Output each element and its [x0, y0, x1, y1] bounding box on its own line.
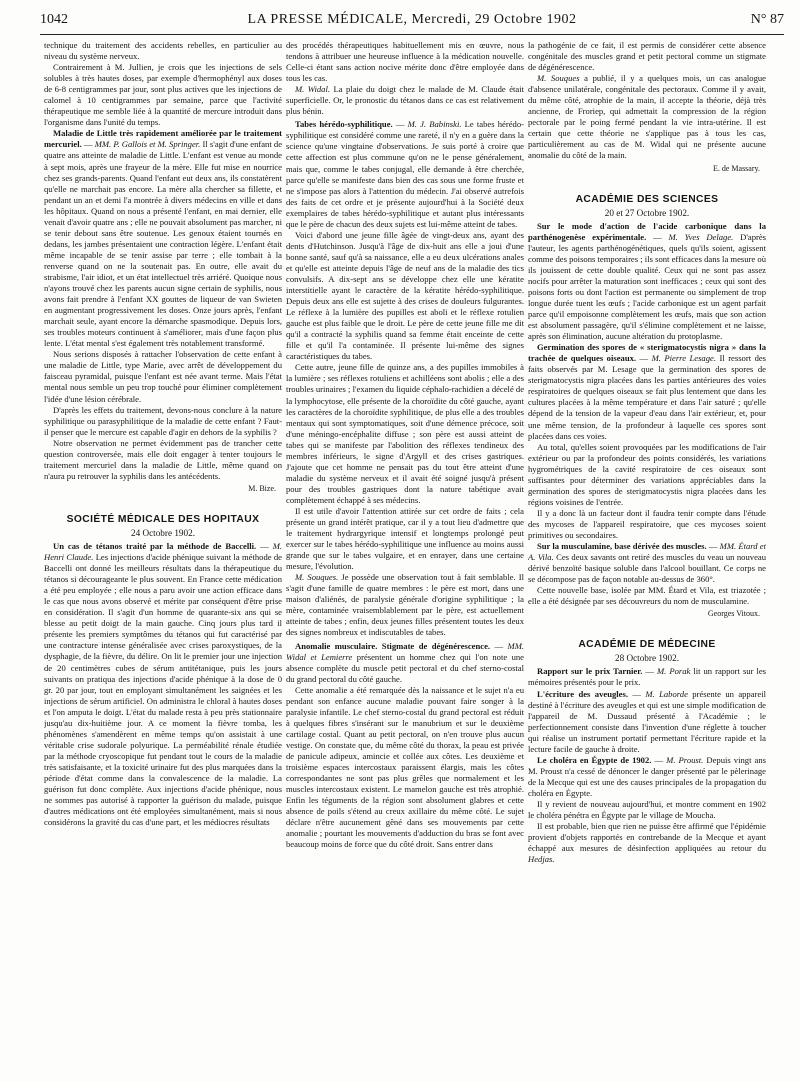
- paragraph: Il s'agit d'une enfant de quatre ans atteinte de maladie de Little. L'enfant est venue au monde à sept mois, après une frayeur de la mère. Elle fut mise en nourrice chez ses grands-parents. Quand l'enfant eut deux ans, ils constatèrent qu'elle ne marchait pas encore. La mère alla chercher sa fillette, et pendant un an et demi l'a montrée à divers médecins en ville et dans les hôpitaux. Quand on nous a présenté l'enfant, en mai dernier, elle venait d'avoir quatre ans ; elle ne pouvait absolument pas marcher, ni se tenir debout sans être soutenue. Les genoux étaient tournés en dedans, les jambes présentaient une contraction légère. L'enfant était même incapable de se tenir assise par terre ; elle tombait à la renverse quand on ne la soutenait pas. En outre, elle avait du strabisme, l'air idiot, et un état intellectuel très arriéré. Quoique nous n'ayons trouvé chez les parents aucun signe certain de syphilis, nous avons fait prendre à l'enfant XX gouttes de liqueur de van Swieten en augmentant progressivement les doses. Onze jours après, l'enfant marchait seule, ayant encore la démarche spasmodique. Depuis lors, ses troubles moteurs continuent à s'améliorer, mais d'une façon plus lente. L'état mental s'est également très notablement transformé.: [44, 139, 282, 349]
- article-carbonique: Sur le mode d'action de l'acide carbonique dans la parthénogenèse expérimentale. — M. Yves Delage. D'après l'auteur, les agents parthénogénétiques, quels qu'ils soient, agissent comme des poisons temporaires ; ils sont efficaces dans la mesure où ils jouissent de cette double qualité. Ceux qui ne sont pas assez nocifs pour arrêter la maturation sont inefficaces ; ceux qui sont des poisons forts ou dont l'action est permanente ou simplement de trop longue durée tuent les œufs ; l'acide carbonique est un agent parfait parce qu'il empoisonne complètement les œufs, mais que son action est absolument passagère, qu'il s'élimine complètement et ne laisse, après son élimination, aucune altération du protoplasme.: [528, 220, 766, 342]
- article-authors: M. Pierre Lesage.: [651, 353, 716, 364]
- article-tabes: Tabes hérédo-syphilitique. — M. J. Babinski. Le tabes hérédo-syphilitique est considéré comme une rareté, il n'y en a guère dans la science qu'une vingtaine d'observations. Je suis porté à croire que cette affection est plus commune qu'on ne le pense généralement, mais que, comme le tabes conjugal, elle demande à être cherchée, parce qu'elle se manifeste dans bien des cas sous une forme fruste et ne s'impose pas alors à l'attention du médecin. J'ai observé autrefois des faits de cet ordre et je présente aujourd'hui à la Société deux exemplaires de tabes hérédo-syphilitique et autant plus intéressants que le père de chacun des deux sujets est lui-même atteint de tabes.: [286, 119, 524, 229]
- article-ecriture: L'écriture des aveugles. — M. Laborde présente un appareil destiné à l'écriture des aveugles et qui est une simple modification de l'appareil de M. Dussaud présenté à l'Académie ; le perfectionnement consiste dans l'invention d'une réglette à toucher qui réalise un instrument portatif permettant l'écriture rapide et la lecture facile de gauche à droite.: [528, 688, 766, 754]
- header-rule: [40, 34, 784, 35]
- section-title-hopitaux: SOCIÉTÉ MÉDICALE DES HOPITAUX: [66, 513, 260, 525]
- article-musculamine: Sur la musculamine, base dérivée des muscles. — MM. Étard et A. Vila. Ces deux savants ont retiré des muscles du veau un nouveau dérivé benzoïté basique soluble dans l'alcool bouillant. Ce corps ne se décompose pas de façon notable au-dessus de 360°.: [528, 541, 766, 585]
- journal-title: LA PRESSE MÉDICALE, Mercredi, 29 Octobre 1902: [247, 12, 577, 27]
- paragraph: La plaie du doigt chez le malade de M. Claude était superficielle. Or, le pronostic du tétanos dans ce cas est relativement plus bénin.: [286, 84, 524, 117]
- paragraph: Voici d'abord une jeune fille âgée de vingt-deux ans, ayant des dents d'Hutchinson. Jusqu'à l'âge de dix-huit ans elle a joui d'une bonne santé, sauf qu'à sa naissance, elle a eu deux ulcérations anales et qu'elle est atteinte depuis l'âge de neuf ans de la maladie des tics convulsifs. A dix-sept ans se développe chez elle une kératite interstitielle ayant le caractère de la kératite hérédo-syphilitique. Depuis deux ans elle est sujette à des crises de douleurs fulgurantes. Le réflexe à la lumière des pupilles est aboli et le réflexe rotulien gauche est plus faible que le droit. Le père de cette jeune fille me dit qu'il a contracté la syphilis quand sa femme était enceinte de cette fille et qu'il l'a contaminée. Il présente lui-même des signes caractéristiques du tabes.: [286, 229, 524, 362]
- column-1: [44, 40, 282, 1072]
- section-date: 28 Octobre 1902.: [614, 653, 680, 664]
- article-authors: M. Henri Claude.: [44, 541, 282, 563]
- article-authors: M. Proust.: [666, 754, 704, 765]
- article-authors: M. Widal.: [295, 84, 330, 95]
- paragraph: la pathogénie de ce fait, il est permis de considérer cette absence congénitale des muscles grand et petit pectoral comme un stigmate de dégénérescence.: [528, 40, 766, 73]
- paragraph: Cette nouvelle base, isolée par MM. Étard et Vila, est triazotée ; elle a été désignée par ses découvreurs du nom de musculamine.: [528, 585, 766, 607]
- column-2: [286, 40, 524, 1072]
- page-number: 1042: [40, 12, 68, 27]
- article-title: Germination des spores de « sterigmatocystis nigra » dans la trachée de quelques oiseaux.: [528, 342, 766, 364]
- paragraph: Notre observation ne permet évidemment pas de trancher cette question controversée, mais elle doit engager à tenter toujours le traitement mercuriel dans la maladie de Little, même quand on n'aura pu retrouver la syphilis dans les antécédents.: [44, 437, 282, 481]
- article-title: L'écriture des aveugles.: [537, 688, 628, 699]
- section-date: 20 et 27 Octobre 1902.: [604, 207, 690, 218]
- article-authors: M. Yves Delage.: [668, 231, 734, 242]
- paragraph: Il ressort des faits observés par M. Lesage que la germination des spores de sterigmatocystis nigra placées dans les parties antérieures des voies respiratoires de quelques oiseaux se fait plus lentement que dans les cultures placées à la même température et dans l'air saturé ; qu'elle dépend de la tension de la vapeur d'eau dans l'air extérieur, et, pour une même tension, de la profondeur à laquelle ces spores sont placées dans ces voies.: [528, 353, 766, 441]
- paragraph: Il est probable, bien que rien ne puisse être affirmé que l'épidémie provient d'objets rapportés en contrebande de la Mecque et ayant échappé aux mesures de désinfection appliquées au retour du: [528, 821, 766, 854]
- comment-souques: [528, 73, 766, 161]
- article-authors: MM. Widal et Lemierre: [286, 640, 524, 662]
- article-authors: M. Souques: [537, 73, 580, 84]
- paragraph: Au total, qu'elles soient provoquées par les modifications de l'air extérieur ou par la profondeur des points considérés, les variations hygrométriques de la cavité respiratoire de ces oiseaux sont suffisantes pour déterminer des variations appréciables dans la germination des spores de sterigmatocystis nigra placées dans les régions voisines de l'entrée.: [528, 441, 766, 507]
- paragraph: Ces deux savants ont retiré des muscles du veau un nouveau dérivé benzoïté basique soluble dans l'alcool bouillant. Ce corps ne se décompose pas de façon notable au-dessus de 360°.: [528, 552, 766, 585]
- signature: M. Bize.: [248, 483, 276, 493]
- paragraph: Les injections d'acide phénique suivant la méthode de Baccelli ont donné les meilleurs résultats dans la thérapeutique du tétanos si décourageante le plus souvent. En France cette médication a été peu employée ; elle nous a paru avoir une action efficace dans le cas que nous avons observé et mérite par conséquent d'être prise en considération. Il s'agit d'un homme de quarante-six ans qui se blesse au petit doigt de la main gauche. Cinq jours plus tard il présente les premiers symptômes du tétanos qui fut caractérisé par une contracture intense généralisée avec crises paroxystiques, de la dysphagie, de la fièvre, du délire. On lit le premier jour une injection de 20 centimètres cubes de sérum antitétanique, puis les jours suivants on pratiqua des injections d'acide phénique à la dose de 0 gr. 20 par jour, tout en employant simultanément les saignées et les injections de sérum artificiel. On administra le chloral à hautes doses et l'on amputa le doigt. L'état du malade resta à peu près stationnaire jusqu'au dix-huitième jour. A ce moment la fièvre tomba, les phénomènes s'amendèrent en même temps qu'on assistait à une véritable crise sudorale polyurique. La perméabilité rénale étudiée par la méthode cryoscopique fut pendant tout le cours de la maladie très satisfaisante, et la toxicité urinaire fut des plus marquées dans la période d'état comme dans la convalescence de la maladie. La guérison fut donc complète. Aux injections d'acide phénique, nous ne sommes pas autorisé à rapporter la guérison du malade, puisque d'autres médications ont été employées simultanément, mais si nous considérons la gravité du cas d'une part, et les médiocres résultats: [44, 552, 282, 828]
- article-title: Maladie de Little très rapidement améliorée par le traitement mercuriel.: [44, 128, 282, 150]
- signature: Georges Vitoux.: [707, 609, 760, 619]
- article-authors: M. Porak: [657, 666, 691, 677]
- article-title: Un cas de tétanos traité par la méthode de Baccelli.: [53, 541, 257, 552]
- article-title: Tabes hérédo-syphilitique.: [295, 119, 393, 130]
- article-tarnier: Rapport sur le prix Tarnier. — M. Porak lit un rapport sur les mémoires présentés pour le prix.: [528, 666, 766, 688]
- article-title: Sur le mode d'action de l'acide carbonique dans la parthénogenèse expérimentale.: [528, 220, 766, 242]
- place-name: Hedjas.: [528, 854, 555, 865]
- paragraph: Depuis vingt ans M. Proust n'a cessé de dénoncer le danger présenté par le pèlerinage de la Mecque qui est une des causes principales de la propagation du choléra en Égypte.: [528, 754, 766, 798]
- comment-souques: [286, 572, 524, 638]
- paragraph: des procédés thérapeutiques habituellement mis en œuvre, nous tendons à attribuer une heureuse influence à la médication nouvelle. Celle-ci étant sans action nocive mérite donc d'être employée dans tous les cas.: [286, 40, 524, 84]
- section-date: 24 Octobre 1902.: [130, 527, 196, 538]
- article-title: Anomalie musculaire. Stigmate de dégénérescence.: [295, 640, 491, 651]
- paragraph: Cette anomalie a été remarquée dès la naissance et le sujet n'a eu pendant son enfance aucune maladie pouvant faire songer à la paralysie infantile. Le chef sterno-costal du grand pectoral est réduit à quelques fibres s'insérant sur le manubrium et sur le deuxième cartilage costal. Quant au petit pectoral, on n'en trouve plus aucun vestige. On constate que, du même côté du thorax, la peau est privée de panicule adipeux, amincie et collée aux côtes. Les deuxième et troisième espaces intercostaux paraissent élargis, mais les côtes correspondantes ne sont pas plus grêles que normalement et les muscles intercostaux existent. Le mamelon gauche est très atrophié. Enfin les téguments de la région sont absolument glabres et cette absence de poils s'étend au creux axillaire du même côté. Le sujet déclare n'être aucunement gêné dans ses mouvements par cette anomalie ; pourtant les mouvements d'adduction du bras se font avec beaucoup moins de force que du côté droit. Sans entrer dans: [286, 684, 524, 850]
- paragraph: D'après l'auteur, les agents parthénogénétiques, quels qu'ils soient, agissent comme des poisons temporaires ; ils sont efficaces dans la mesure où ils jouissent de cette double qualité. Ceux qui ne sont pas assez nocifs pour arrêter la maturation sont inefficaces ; ceux qui sont des poisons forts ou dont l'action est permanente ou simplement de trop longue durée tuent les œufs ; l'acide carbonique est un agent parfait parce qu'il empoisonne complètement les œufs, mais que son action est absolument passagère, qu'il s'élimine complètement et ne laisse, après son élimination, aucune altération du protoplasme.: [528, 231, 766, 342]
- paragraph: a publié, il y a quelques mois, un cas analogue d'absence unilatérale, congénitale des pectoraux. Comme il y avait, du même côté, atrophie de la main, il accepte la théorie, déjà très ancienne, de Froriep, qui admettait la compression de la région pectorale par le poing fermé pendant la vie intra-utérine. Il est certain que cette théorie ne s'applique pas à tous les cas, particulièrement au cas de M. Widal qui ne présente aucune anomalie du côté de la main.: [528, 73, 766, 161]
- article-title: Rapport sur le prix Tarnier.: [537, 666, 643, 677]
- paragraph: D'après les effets du traitement, devons-nous conclure à la nature syphilitique ou parasyphilitique de la maladie de cette enfant ? Faut-il penser que le mercure est capable d'agir en dehors de la syphilis ?: [44, 404, 282, 437]
- paragraph: Contrairement à M. Jullien, je crois que les injections de sels solubles à très hautes doses, par exemple d'hermophényl aux doses de 6-8 centigrammes par jour, sont plus actives que les injections de calomel à 10 centigrammes par semaine, parce que l'activité thérapeutique me semble liée à la quantité de mercure introduit dans l'organisme dans l'unité du temps.: [44, 62, 282, 128]
- column-3: [528, 40, 766, 1072]
- paragraph: présentent un homme chez qui l'on note une absence complète du muscle petit pectoral et du chef sterno-costal du grand pectoral du côté gauche.: [286, 651, 524, 684]
- paragraph: Il y a donc là un facteur dont il faudra tenir compte dans l'étude des mycoses de l'appareil respiratoire, que ces mycoses soient primitives ou secondaires.: [528, 507, 766, 540]
- comment-widal: [286, 84, 524, 117]
- article-title: Sur la musculamine, base dérivée des muscles.: [537, 541, 707, 552]
- paragraph-last: [528, 821, 766, 865]
- article-little: Maladie de Little très rapidement améliorée par le traitement mercuriel. — MM. P. Gallois et M. Springer. Il s'agit d'une enfant de quatre ans atteinte de maladie de Little. L'enfant est venue au monde à sept mois, après une frayeur de la mère. Elle fut mise en nourrice chez ses grands-parents. Quand l'enfant eut deux ans, ils constatèrent qu'elle ne marchait pas encore. La mère alla chercher sa fillette, et pendant un an et demi l'a montrée à divers médecins en ville et dans les hôpitaux. Quand on nous a présenté l'enfant, en mai dernier, elle venait d'avoir quatre ans ; elle ne pouvait absolument pas marcher, ni se tenir debout sans être soutenue. Les genoux étaient tournés en dedans, les jambes présentaient une contraction légère. L'enfant était même incapable de se tenir assise par terre ; elle tombait à la renverse quand on ne la soutenait pas. En outre, elle avait du strabisme, l'air idiot, et un état intellectuel très arriéré. Quoique nous n'ayons trouvé chez les parents aucun signe certain de syphilis, nous avons fait prendre à l'enfant XX gouttes de liqueur de van Swieten en augmentant progressivement les doses. Onze jours après, l'enfant marchait seule, ayant encore la démarche spasmodique. Depuis lors, ses troubles moteurs continuent à s'améliorer, mais d'une façon plus lente. L'état mental s'est également très notablement transformé.: [44, 128, 282, 349]
- paragraph: présente un appareil destiné à l'écriture des aveugles et qui est une simple modification de l'appareil de M. Dussaud présenté à l'Académie ; le perfectionnement consiste dans l'invention d'une réglette à toucher qui réalise un instrument portatif permettant l'écriture rapide et la lecture facile de gauche à droite.: [528, 688, 766, 754]
- paragraph: Je possède une observation tout à fait semblable. Il s'agit d'une famille de quatre membres : le père est mort, dans une maison d'aliénés, de paralysie générale d'origine syphilitique ; la mère, contaminée vraisemblablement par le père, est actuellement atteinte de tabes ; enfin, deux jeunes filles présentent toutes les deux des signes nombreux et indiscutables de tabes.: [286, 572, 524, 638]
- article-authors: MM. Étard et A. Vila.: [528, 541, 766, 563]
- paragraph: lit un rapport sur les mémoires présentés pour le prix.: [528, 666, 766, 688]
- article-authors: M. Laborde: [645, 688, 688, 699]
- signature: E. de Massary.: [712, 163, 760, 173]
- page-header: [40, 12, 784, 30]
- article-cholera: Le choléra en Égypte de 1902. — M. Proust. Depuis vingt ans M. Proust n'a cessé de dénoncer le danger présenté par le pèlerinage de la Mecque qui est une des causes principales de la propagation du choléra en Égypte.: [528, 754, 766, 798]
- section-title-medecine: ACADÉMIE DE MÉDECINE: [578, 639, 716, 651]
- paragraph: Le tabes hérédo-syphilitique est considéré comme une rareté, il n'y en a guère dans la science qu'une vingtaine d'observations. Je suis porté à croire que cette affection est plus commune qu'on ne le pense généralement, mais que, comme le tabes conjugal, elle demande à être cherchée, parce qu'elle se manifeste dans bien des cas sous une forme fruste et ne s'impose pas alors à l'attention du médecin. J'ai observé autrefois des faits de cet ordre et je présente aujourd'hui à la Société deux exemplaires de tabes hérédo-syphilitique et autant plus intéressants que le père de chacun des deux sujets est lui-même atteint de tabes.: [286, 119, 524, 229]
- article-authors: M. J. Babinski.: [407, 119, 462, 130]
- article-tetanos: Un cas de tétanos traité par la méthode de Baccelli. — M. Henri Claude. Les injections d'acide phénique suivant la méthode de Baccelli ont donné les meilleurs résultats dans la thérapeutique du tétanos si décourageante le plus souvent. En France cette médication a été peu employée ; elle nous a paru avoir une action efficace dans le cas que nous avons observé et mérite par conséquent d'être prise en considération. Il s'agit d'un homme de quarante-six ans qui se blesse au petit doigt de la main gauche. Cinq jours plus tard il présente les premiers symptômes du tétanos qui fut caractérisé par une contracture intense généralisée avec crises paroxystiques, de la dysphagie, de la fièvre, du délire. On lit le premier jour une injection de 20 centimètres cubes de sérum antitétanique, puis les jours suivants on pratiqua des injections d'acide phénique à la dose de 0 gr. 20 par jour, tout en employant simultanément les saignées et les injections de sérum artificiel. On administra le chloral à hautes doses et l'on amputa le doigt. L'état du malade resta à peu près stationnaire jusqu'au dix-huitième jour. A ce moment la fièvre tomba, les phénomènes s'amendèrent en même temps qu'on assistait à une véritable crise sudorale polyurique. La perméabilité rénale étudiée par la méthode cryoscopique fut pendant tout le cours de la maladie très satisfaisante, et la toxicité urinaire fut des plus marquées dans la période d'état comme dans la convalescence de la maladie. La guérison fut donc complète. Aux injections d'acide phénique, nous ne sommes pas autorisé à rapporter la guérison du malade, puisque d'autres médications ont été employées simultanément, mais si nous considérons la gravité du cas d'une part, et les médiocres résultats: [44, 541, 282, 828]
- article-authors: M. Souques.: [295, 572, 339, 583]
- article-germination: Germination des spores de « sterigmatocystis nigra » dans la trachée de quelques oiseaux. — M. Pierre Lesage. Il ressort des faits observés par M. Lesage que la germination des spores de sterigmatocystis nigra placées dans les parties antérieures des voies respiratoires de quelques oiseaux se fait plus lentement que dans les cultures placées à la même température et dans l'air saturé ; qu'elle dépend de la tension de la vapeur d'eau dans l'air extérieur, et, pour une même tension, de la profondeur à laquelle ces spores sont placées dans ces voies.: [528, 342, 766, 441]
- issue-number: N° 87: [750, 12, 784, 27]
- paragraph: Nous serions disposés à rattacher l'observation de cette enfant à une maladie de Little, type Marie, avec arrêt de développement du faisceau pyramidal, puisque l'enfant est née avant terme. Mais l'état mental nous semble un peu trop touché pour éliminer complètement l'idée d'une lésion cérébrale.: [44, 349, 282, 404]
- article-anomalie: Anomalie musculaire. Stigmate de dégénérescence. — MM. Widal et Lemierre présentent un homme chez qui l'on note une absence complète du muscle petit pectoral et du chef sterno-costal du grand pectoral du côté gauche.: [286, 640, 524, 684]
- article-authors: MM. P. Gallois et M. Springer.: [94, 139, 201, 150]
- section-title-sciences: ACADÉMIE DES SCIENCES: [575, 193, 719, 205]
- paragraph: technique du traitement des accidents rebelles, en particulier au niveau du système nerveux.: [44, 40, 282, 62]
- paragraph: Cette autre, jeune fille de quinze ans, a des pupilles immobiles à la lumière ; ses réflexes rotuliens et achilléens sont abolis ; elle a des troubles urinaires ; l'examen du liquide céphalo-rachidien a décelé de la lymphocytose, elle présente de la choroïdite du côté gauche, ayant les caractères de la choroïdite syphilitique, de plus elle a des troubles mentaux qui sont symptomatiques, soit d'une démence précoce, soit d'une méningo-encéphalite diffuse ; son père est aussi atteint de tabes qui se manifeste par l'abolition des réflexes tendineux des membres inférieurs, le signe d'Argyll et des crises gastriques. J'ajoute que cet homme ne pensait pas du tout être atteint d'une maladie du système nerveux et il avait été soigné jusqu'à présent pour des troubles gastriques dont la nature tabétique avait complètement échappé à ses médecins.: [286, 362, 524, 505]
- paragraph: Il y revient de nouveau aujourd'hui, et montre comment en 1902 le choléra pénétra en Égypte par le village de Moucha.: [528, 799, 766, 821]
- paragraph: Il est utile d'avoir l'attention attirée sur cet ordre de faits ; cela présente un grand intérêt pratique, car il y a tout lieu d'admettre que le traitement hydrargyrique intensif et longtemps prolongé peut exercer sur le tabes hérédo-syphilitique une influence au moins aussi grande que sur le tabes vulgaire, et en enrayer, dans une certaine mesure, l'évolution.: [286, 505, 524, 572]
- article-title: Le choléra en Égypte de 1902.: [537, 754, 652, 765]
